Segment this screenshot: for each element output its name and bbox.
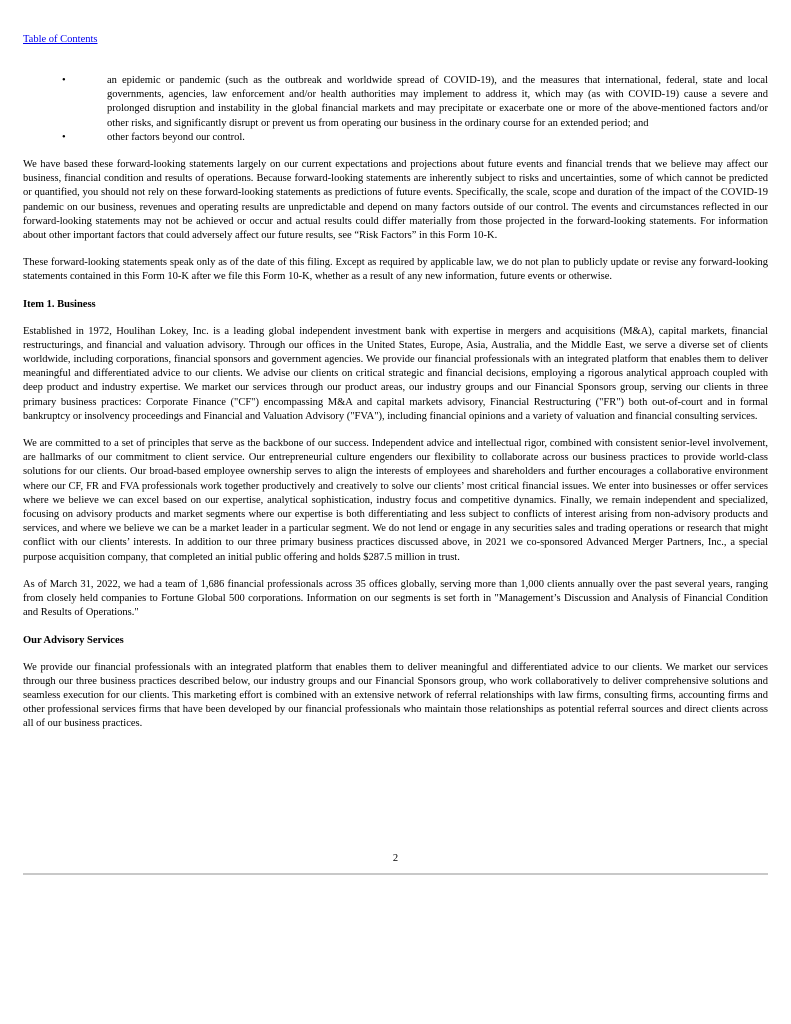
bullet-text: other factors beyond our control. <box>107 131 245 143</box>
bullet-marker: • <box>62 75 66 86</box>
forward-looking-disclaimer-paragraph: These forward-looking statements speak only as of the date of this filing. Except as required by applicable law, we do not plan to publicly update or revise any forward-looking statements contained in this Form 10-K after we file this Form 10-K, whether as a result of any new information, future events or otherwise. <box>23 257 768 283</box>
page-number: 2 <box>392 853 399 864</box>
business-overview-paragraph: Established in 1972, Houlihan Lokey, Inc. is a leading global independent investment bank with expertise in mergers and acquisitions (M&A), capital markets, financial restructurings, and financial and valuation advisory. Through our offices in the United States, Europe, Asia, Australia, and the Middle East, we serve a diverse set of clients worldwide, including corporations, financial sponsors and government agencies. We provide our financial professionals with an integrated platform that enables them to deliver meaningful and differentiated advice to our clients. We advise our clients on critical strategic and financial decisions, employing a rigorous analytical approach coupled with deep product and industry expertise. We market our services through our product areas, our industry groups and our Financial Sponsors group, serving our clients in three primary business practices: Corporate Finance ("CF") encompassing M&A and capital markets advisory, Financial Restructuring ("FR") both out-of-court and in formal bankruptcy or insolvency proceedings and Financial and Valuation Advisory ("FVA"), including financial opinions and a variety of valuation and financial consulting services. <box>23 325 768 422</box>
advisory-services-heading: Our Advisory Services <box>23 634 124 646</box>
business-principles-paragraph: We are committed to a set of principles that serve as the backbone of our success. Independent advice and intellectual rigor, combined with consistent senior-level involvement, are hallmarks of our commitment to client service. Our entrepreneurial culture engenders our flexibility to collaborate across our business practices to provide world-class solutions for our clients. Our broad-based employee ownership serves to align the interests of employees and shareholders and further encourages a collaborative environment where our CF, FR and FVA professionals work together productively and creatively to solve our clients’ most critical financial issues. We enter into businesses or offer services where we believe we can excel based on our expertise, analytical sophistication, industry focus and competitive dynamics. Finally, we remain independent and specialized, focusing on advisory products and market segments where our expertise is both differentiating and less subject to conflicts of interest arising from non-advisory products and services, and where we believe we can be a market leader in a particular segment. We do not lend or engage in any securities sales and trading operations or research that might conflict with our clients’ interests. In addition to our three primary business practices discussed above, in 2021 we co-sponsored Advanced Merger Partners, Inc., a special purpose acquisition company, that completed an initial public offering and holds $287.5 million in trust. <box>23 438 768 563</box>
list-item <box>23 74 768 131</box>
document-page <box>23 29 768 864</box>
bullet-marker: • <box>62 131 66 143</box>
list-item <box>23 131 768 145</box>
risk-bullet-list <box>23 74 768 145</box>
table-of-contents-link[interactable]: Table of Contents <box>23 34 98 45</box>
page-divider <box>23 873 768 875</box>
forward-looking-paragraph: We have based these forward-looking statements largely on our current expectations and projections about future events and financial trends that we believe may affect our business, financial condition and results of operations. Because forward-looking statements are inherently subject to risks and uncertainties, some of which cannot be predicted or quantified, you should not rely on these forward-looking statements as predictions of future events. Specifically, the scale, scope and duration of the impact of the COVID-19 pandemic on our business, revenues and operating results are unpredictable and depend on many factors outside of our control. The events and circumstances reflected in our forward-looking statements may not be achieved or occur and actual results could differ materially from those projected in the forward-looking statements. For information about other important factors that could adversely affect our future results, see “Risk Factors” in this Form 10-K. <box>23 159 768 242</box>
item-1-business-heading: Item 1. Business <box>23 298 96 310</box>
business-team-paragraph: As of March 31, 2022, we had a team of 1,686 financial professionals across 35 offices globally, serving more than 1,000 clients annually over the past several years, ranging from closely held companies to Fortune Global 500 corporations. Information on our segments is set forth in "Management’s Discussion and Analysis of Financial Condition and Results of Operations." <box>23 578 768 619</box>
advisory-services-paragraph: We provide our financial professionals with an integrated platform that enables them to deliver meaningful and differentiated advice to our clients. We market our services through our three business practices described below, our industry groups and our Financial Sponsors group, who work collaboratively to deliver comprehensive solutions and seamless execution for our clients. This marketing effort is combined with an extensive network of referral relationships with law firms, consulting firms, accounting firms and other professional services firms that have been developed by our financial professionals who maintain those relationships as potential referral sources and direct clients across all of our business practices. <box>23 661 768 730</box>
bullet-text: an epidemic or pandemic (such as the outbreak and worldwide spread of COVID-19), and the measures that international, federal, state and local governments, agencies, law enforcement and/or health authorities may implement to address it, which may (as with COVID-19) cause a severe and prolonged disruption and instability in the global financial markets and may precipitate or exacerbate one or more of the above-mentioned factors and/or other risks, and significantly disrupt or prevent us from operating our business in the ordinary course for an extended period; and <box>107 75 768 129</box>
